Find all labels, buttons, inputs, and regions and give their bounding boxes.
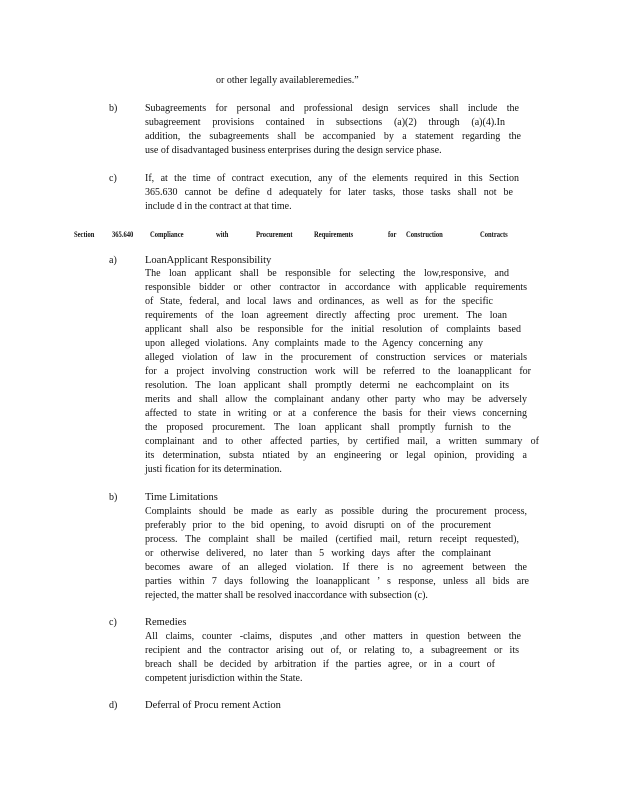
- sec-c-line: include d in the contract at that time.: [145, 201, 292, 212]
- para-b-line: or otherwise delivered, no later than 5 working days after the complainant: [145, 548, 491, 559]
- para-b-line: becomes aware of an alleged violation. If there is no agreement between the: [145, 562, 527, 573]
- para-a-line: responsible bidder or other contractor in accordance with applicable requirements: [145, 282, 527, 293]
- para-c-line: All claims, counter -claims, disputes ,and other matters in question between the: [145, 631, 521, 642]
- para-b-line: process. The complaint shall be mailed (certified mail, return receipt requested),: [145, 534, 519, 545]
- para-b-line: rejected, the matter shall be resolved inaccordance with subsection (c).: [145, 590, 428, 601]
- section-title-word: with: [216, 230, 229, 239]
- section-title-word: for: [388, 230, 397, 239]
- para-a-line: for a project involving construction work will be referred to the loanapplicant for: [145, 366, 531, 377]
- para-a-line: upon alleged violations. Any complaints made to the Agency concerning any: [145, 338, 483, 349]
- section-title-word: Requirements: [314, 230, 354, 239]
- sec-b-label: b): [109, 103, 118, 114]
- para-a-line: justi fication for its determination.: [145, 464, 282, 475]
- sec-c-line: 365.630 cannot be define d adequately for later tasks, those tasks shall not be: [145, 187, 513, 198]
- sec-b-line: Subagreements for personal and professional design services shall include the: [145, 103, 519, 114]
- para-b-title: Time Limitations: [145, 492, 218, 503]
- section-title-word: Compliance: [150, 230, 184, 239]
- para-c-line: competent jurisdiction within the State.: [145, 673, 303, 684]
- para-c-title: Remedies: [145, 617, 187, 628]
- section-title-word: Construction: [406, 230, 443, 239]
- para-c-line: recipient and the contractor arising out of, or relating to, a subagreement or its: [145, 645, 519, 656]
- para-b-line: Complaints should be made as early as possible during the procurement process,: [145, 506, 527, 517]
- para-a-line: alleged violation of law in the procurement of construction services or materials: [145, 352, 527, 363]
- sec-b-line: subagreement provisions contained in subsections (a)(2) through (a)(4).In: [145, 117, 505, 128]
- para-a-line: complainant and to other affected parties, by certified mail, a written summary of: [145, 436, 539, 447]
- para-b-label: b): [109, 492, 118, 503]
- sec-c-label: c): [109, 173, 117, 184]
- para-a-line: affected to state in writing or at a conference the basis for their views concerning: [145, 408, 527, 419]
- para-d-label: d): [109, 700, 118, 711]
- para-a-line: of State, federal, and local laws and ordinances, as well as for the specific: [145, 296, 493, 307]
- para-a-line: the proposed procurement. The loan applicant shall promptly furnish to the: [145, 422, 511, 433]
- para-a-line: The loan applicant shall be responsible for selecting the low,responsive, and: [145, 268, 509, 279]
- sec-b-line: use of disadvantaged business enterprises during the design service phase.: [145, 145, 442, 156]
- para-a-line: requirements of the loan agreement directly affecting proc urement. The loan: [145, 310, 507, 321]
- para-a-title: LoanApplicant Responsibility: [145, 255, 272, 266]
- section-title-word: Procurement: [256, 230, 293, 239]
- section-title-word: Contracts: [480, 230, 508, 239]
- para-b-line: preferably prior to the bid opening, to avoid disrupti on of the procurement: [145, 520, 491, 531]
- para-a-line: its determination, substa ntiated by an engineering or legal opinion, providing a: [145, 450, 527, 461]
- top-line: or other legally availableremedies.”: [216, 75, 359, 86]
- section-label: Section: [74, 230, 95, 239]
- para-a-line: resolution. The loan applicant shall promptly determi ne eachcomplaint on its: [145, 380, 509, 391]
- para-a-line: merits and shall allow the complainant andany other party who may be adversely: [145, 394, 527, 405]
- section-number: 365.640: [112, 230, 134, 239]
- para-c-label: c): [109, 617, 117, 628]
- sec-b-line: addition, the subagreements shall be accompanied by a statement regarding the: [145, 131, 521, 142]
- para-d-title: Deferral of Procu rement Action: [145, 700, 281, 711]
- para-a-line: applicant shall also be responsible for the initial resolution of complaints based: [145, 324, 521, 335]
- sec-c-line: If, at the time of contract execution, any of the elements required in this Section: [145, 173, 519, 184]
- para-a-label: a): [109, 255, 117, 266]
- para-c-line: breach shall be decided by arbitration if the parties agree, or in a court of: [145, 659, 495, 670]
- para-b-line: parties within 7 days following the loanapplicant ’ s response, unless all bids are: [145, 576, 529, 587]
